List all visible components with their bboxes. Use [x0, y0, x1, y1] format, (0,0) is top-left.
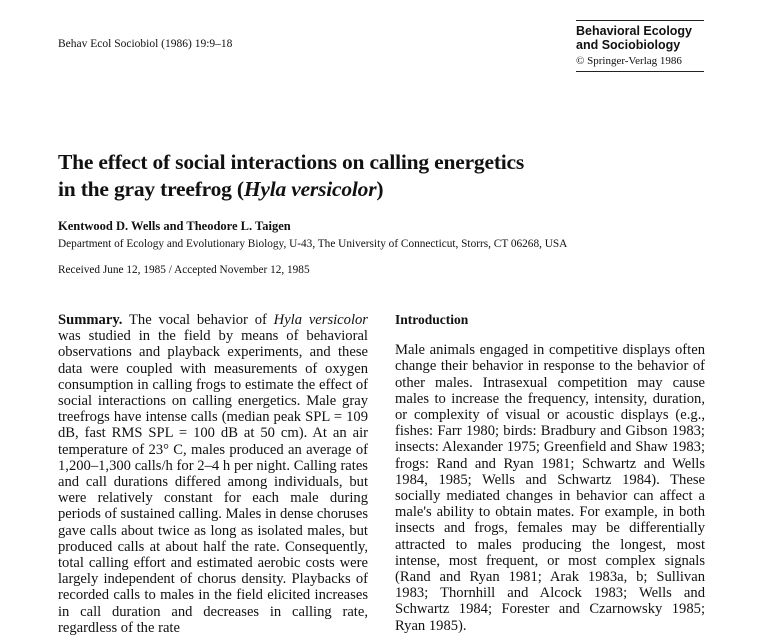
title-line2-start: in the gray treefrog ( — [58, 177, 244, 201]
introduction-text: Male animals engaged in competitive displays often change their behavior in response to the behavior of other males. Intrasexual competition may cause males to increase the frequency, intensity, duration, or complexity of visual or acoustic displays (e.g., fishes: Farr 1980; birds: Bradbury and Gibson 1983; insects: Alexander 1975; Greenfield and Shaw 1983; frogs: Rand and Ryan 1981; Schwartz and Wells 1984, 1985; Wells and Schwartz 1984). These socially mediated changes in behavior can affect a male's ability to obtain mates. For example, in both insects and frogs, females may be differentially attracted to males producing the longest, most intense, most frequent, or most complex signals (Rand and Ryan 1981; Arak 1983a, b; Sullivan 1983; Thornhill and Alcock 1983; Wells and Schwartz 1984; Forester and Czarnowsky 1985; Ryan 1985). — [395, 342, 705, 634]
masthead-title-line1: Behavioral Ecology — [576, 24, 693, 38]
masthead-publisher: © Springer-Verlag 1986 — [576, 55, 682, 67]
journal-masthead — [576, 20, 704, 72]
masthead-top-rule — [576, 20, 704, 21]
title-line2-end: ) — [376, 177, 384, 201]
title-species: Hyla versicolor — [243, 177, 377, 201]
received-accepted-dates: Received June 12, 1985 / Accepted November 12, 1985 — [58, 264, 310, 276]
summary-text-body: was studied in the field by means of behavioral observations and playback experiments, and these data were coupled with measurements of oxygen consumption in calling frogs to estimate the effect of social interactions on calling energetics. Male gray treefrogs have intense calls (median peak SPL = 109 dB, fast RMS SPL = 100 dB at 50 cm). At an air temperature of 23° C, males produced an average of 1,200–1,300 calls/h for 2–4 h per night. Calling rates and call durations differed among individuals, but were relatively constant for each male during periods of sustained calling. Males in dense choruses gave calls about twice as long as isolated males, but produced calls at about half the rate. Consequently, total calling effort and estimated aerobic costs were largely independent of chorus density. Playbacks of recorded calls to males in the field elicited increases in call duration and decreases in calling rate, regardless of the rate — [58, 328, 368, 636]
title-line2 — [58, 176, 524, 203]
summary-species: Hyla versicolor — [273, 312, 368, 328]
introduction-column — [395, 312, 705, 634]
title-line1: The effect of social interactions on calling energetics — [58, 150, 525, 174]
introduction-heading: Introduction — [395, 312, 469, 327]
article-title — [58, 149, 524, 203]
summary-column — [58, 312, 368, 636]
author-affiliation: Department of Ecology and Evolutionary Biology, U-43, The University of Connecticut, Storrs, CT 06268, USA — [58, 238, 568, 250]
summary-text-start: The vocal behavior of — [122, 312, 274, 328]
masthead-bottom-rule — [576, 71, 704, 72]
summary-heading: Summary. — [58, 312, 123, 328]
masthead-title-line2: and Sociobiology — [576, 38, 681, 52]
article-authors: Kentwood D. Wells and Theodore L. Taigen — [58, 219, 291, 233]
journal-citation: Behav Ecol Sociobiol (1986) 19:9–18 — [58, 38, 233, 50]
